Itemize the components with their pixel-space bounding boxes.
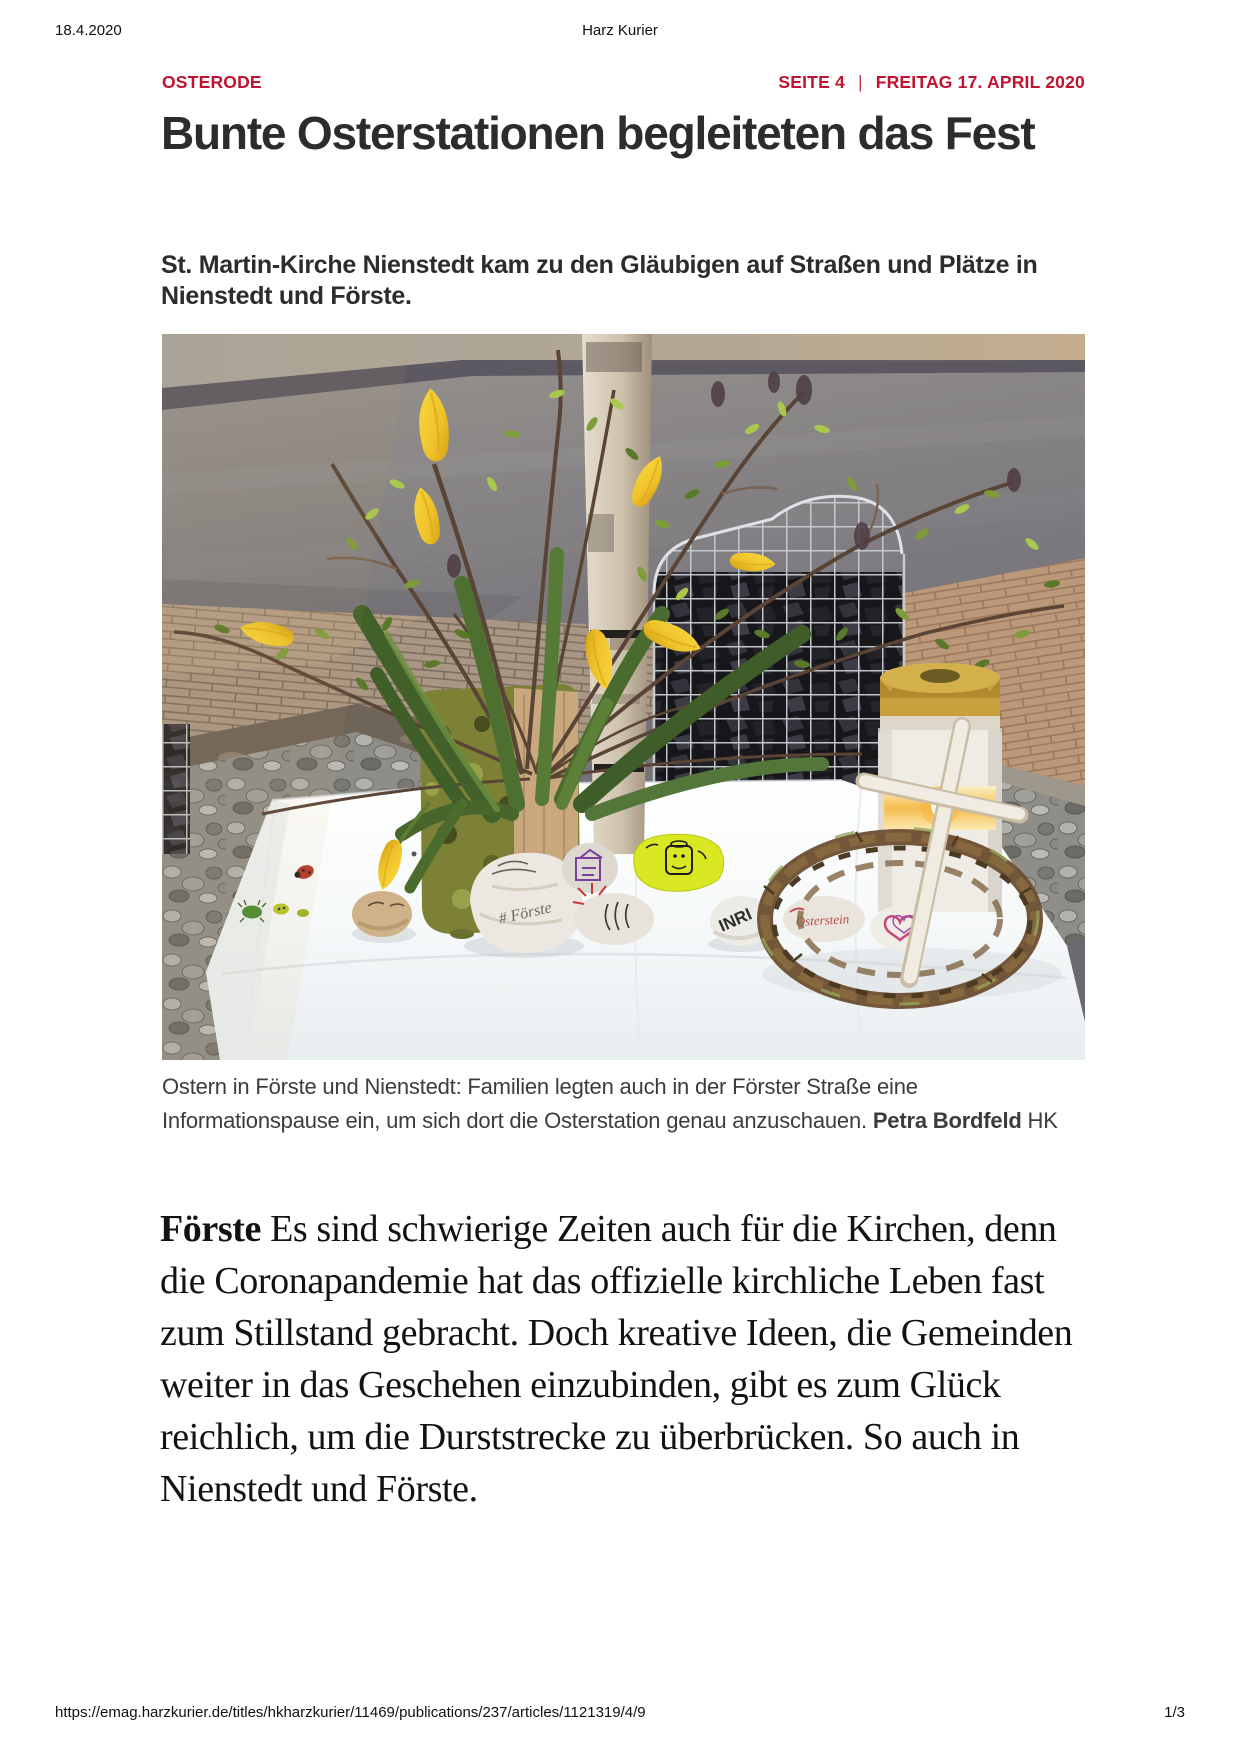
body-text: Es sind schwierige Zeiten auch für die Kirchen, denn die Coronapandemie hat das offizielle kirchliche Leben fast zum Stillstand gebracht. Doch kreative Ideen, die Gemeinden weiter in das Geschehen einzubinden, gibt es zum Glück reichlich, um die Durststrecke zu überbrücken. So auch in Nienstedt und Förste.: [160, 1208, 1073, 1510]
stone-neon: [634, 834, 724, 891]
candle-gold-cap: [880, 663, 1000, 716]
kicker-separator: |: [857, 72, 863, 92]
article-body: [160, 1203, 1095, 1515]
headline: Bunte Osterstationen begleiteten das Fest: [161, 107, 1035, 159]
page-indicator: 1/3: [1164, 1704, 1185, 1721]
stone-purple-doodle: [562, 843, 618, 893]
caption-text: Ostern in Förste und Nienstedt: Familien legten auch in der Förster Straße eine Informationspause ein, um sich dort die Osterstation genau anzuschauen.: [162, 1074, 918, 1133]
caption-agency: HK: [1027, 1108, 1058, 1133]
section-label: OSTERODE: [162, 72, 262, 92]
stone-tan: [352, 891, 412, 937]
print-date: 18.4.2020: [55, 22, 122, 39]
stone-text-foerste: # Förste: [497, 899, 554, 928]
photo-caption: [162, 1070, 1085, 1138]
footer-url: https://emag.harzkurier.de/titles/hkharzkurier/11469/publications/237/articles/1121319/4/9: [55, 1704, 646, 1721]
issue-date: FREITAG 17. APRIL 2020: [875, 72, 1085, 92]
stone-text-osterstein: Osterstein: [795, 911, 850, 929]
page-label: SEITE 4: [778, 72, 845, 92]
stone-text-inri: INRI: [715, 904, 755, 936]
kicker-row: [162, 72, 1085, 93]
subheadline: St. Martin-Kirche Nienstedt kam zu den Gläubigen auf Straßen und Plätze in Nienstedt und Förste.: [161, 251, 1038, 310]
site-title: Harz Kurier: [582, 22, 658, 39]
lead-in: Förste: [160, 1208, 261, 1250]
caption-credit: Petra Bordfeld: [872, 1108, 1022, 1133]
article-photo: [162, 334, 1085, 1060]
photo-illustration: [162, 334, 1085, 1060]
stone-osterstein: [783, 896, 865, 942]
